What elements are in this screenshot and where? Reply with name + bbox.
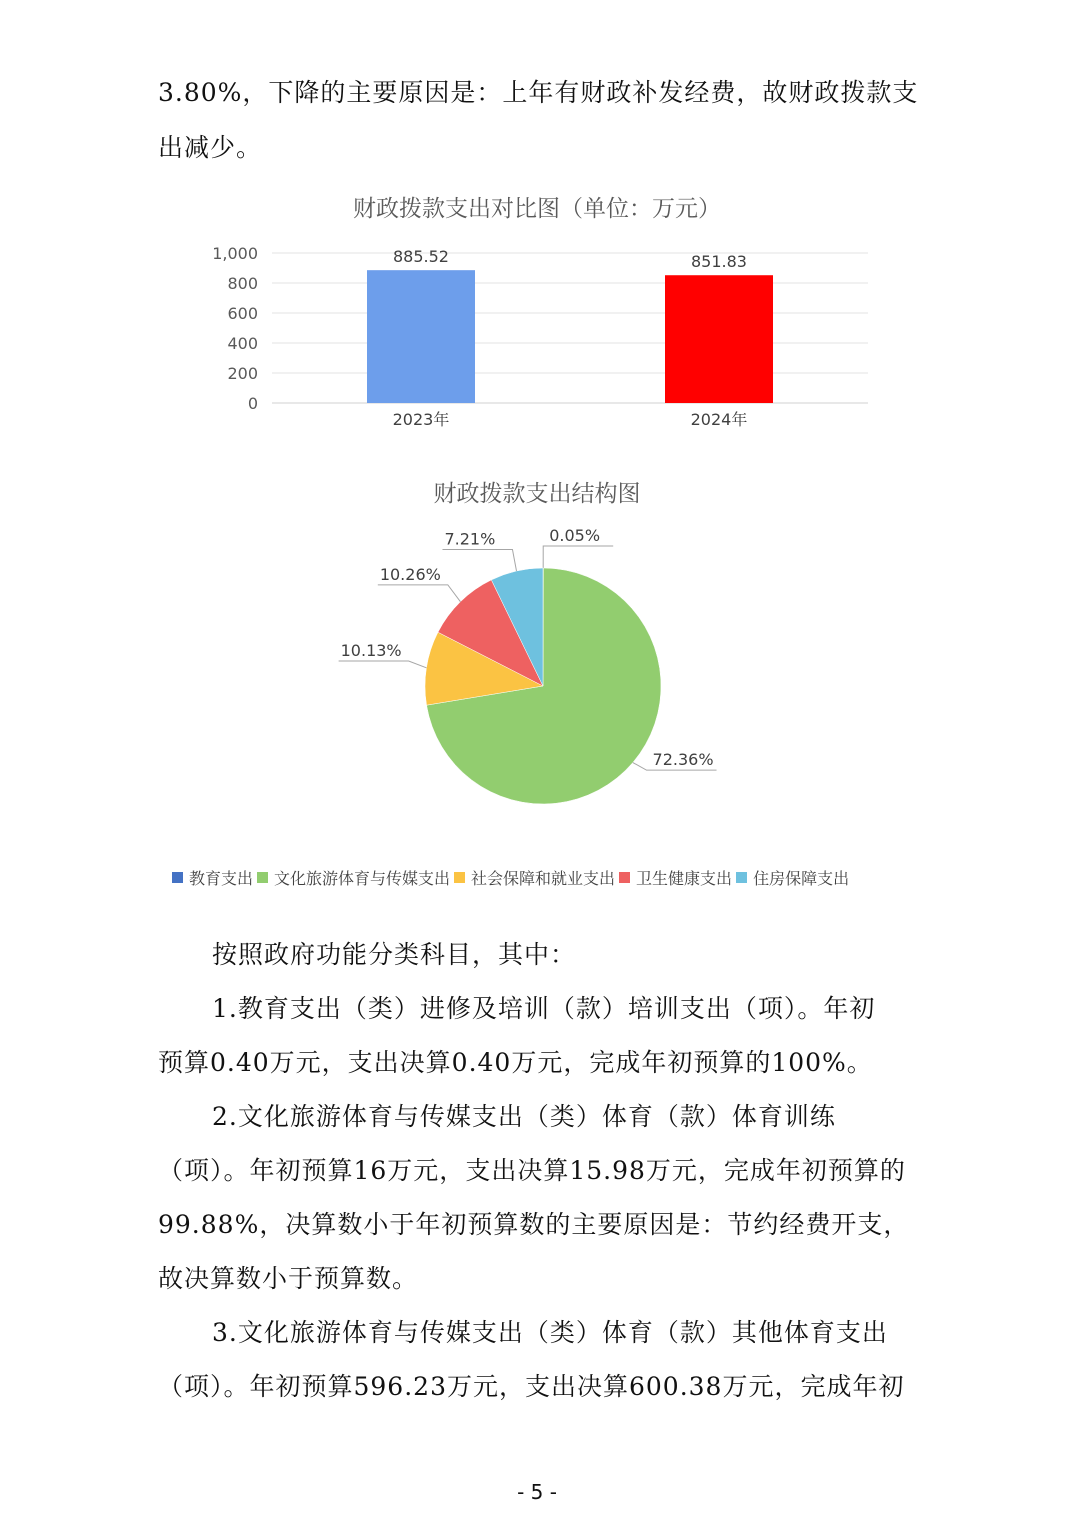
legend-item	[736, 866, 849, 889]
legend-label: 社会保障和就业支出	[471, 869, 616, 888]
paragraph-line: 1.教育支出（类）进修及培训（款）培训支出（项）。年初	[212, 994, 876, 1023]
legend-item	[172, 866, 253, 889]
pie-value-label: 0.05%	[549, 526, 601, 546]
paragraph-line: （项）。年初预算16万元，支出决算15.98万元，完成年初预算的	[158, 1156, 906, 1185]
pie-value-label: 10.26%	[379, 564, 441, 584]
pie-legend	[172, 866, 853, 889]
paragraph-line: 出减少。	[158, 133, 263, 162]
y-tick-label: 600	[227, 304, 258, 323]
legend-swatch	[619, 872, 630, 883]
legend-item	[619, 866, 732, 889]
pie-value-label: 7.21%	[444, 529, 496, 549]
paragraph-line: 2.文化旅游体育与传媒支出（类）体育（款）体育训练	[212, 1102, 836, 1131]
pie-leader-line	[339, 661, 427, 668]
paragraph-line: 3.文化旅游体育与传媒支出（类）体育（款）其他体育支出	[212, 1318, 888, 1347]
x-tick-label: 2023年	[392, 410, 450, 429]
legend-label: 文化旅游体育与传媒支出	[274, 869, 451, 888]
pie-leader-line	[543, 546, 613, 568]
paragraph-line: 99.88%，决算数小于年初预算数的主要原因是：节约经费开支，	[158, 1210, 910, 1239]
legend-swatch	[736, 872, 747, 883]
pie-value-label: 72.36%	[652, 750, 714, 770]
bar	[665, 275, 773, 403]
y-tick-label: 200	[227, 364, 258, 383]
legend-item	[454, 866, 615, 889]
pie-value-label: 10.13%	[340, 641, 402, 661]
paragraph-line: 3.80%，下降的主要原因是：上年有财政补发经费，故财政拨款支	[158, 78, 919, 107]
paragraph-line: 按照政府功能分类科目，其中：	[212, 940, 577, 969]
x-tick-label: 2024年	[690, 410, 748, 429]
page-number: - 5 -	[517, 1480, 557, 1504]
paragraph-line: 预算0.40万元，支出决算0.40万元，完成年初预算的100%。	[158, 1048, 873, 1077]
legend-swatch	[257, 872, 268, 883]
bar-value-label: 885.52	[393, 247, 449, 267]
y-tick-label: 400	[227, 334, 258, 353]
pie-chart	[0, 520, 1074, 850]
legend-swatch	[172, 872, 183, 883]
legend-label: 教育支出	[189, 869, 254, 888]
legend-item	[257, 866, 450, 889]
y-tick-label: 0	[247, 394, 258, 413]
bar-chart-title: 财政拨款支出对比图（单位：万元）	[353, 196, 721, 222]
pie-leader-line	[378, 585, 461, 602]
y-tick-label: 800	[227, 274, 258, 293]
y-tick-label: 1,000	[212, 244, 258, 263]
legend-label: 卫生健康支出	[636, 869, 733, 888]
legend-label: 住房保障支出	[753, 869, 850, 888]
pie-chart-title: 财政拨款支出结构图	[433, 481, 641, 507]
paragraph-line: （项）。年初预算596.23万元，支出决算600.38万元，完成年初	[158, 1372, 905, 1401]
legend-swatch	[454, 872, 465, 883]
pie-leader-line	[442, 549, 516, 571]
bar-chart	[0, 230, 1074, 440]
bar	[367, 270, 475, 403]
paragraph-line: 故决算数小于预算数。	[158, 1264, 419, 1293]
bar-value-label: 851.83	[691, 252, 747, 272]
